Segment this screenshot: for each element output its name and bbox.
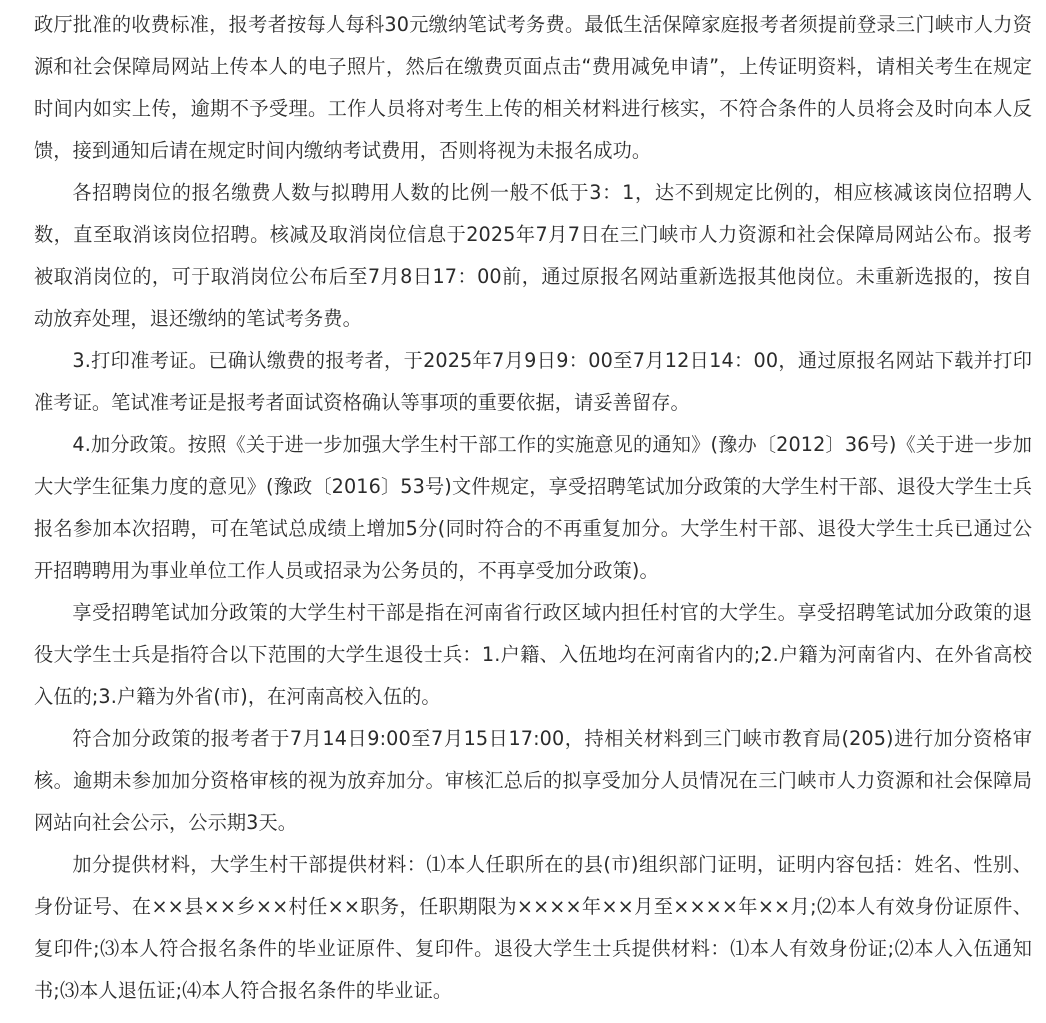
paragraph-bonus-materials: 加分提供材料，大学生村干部提供材料：⑴本人任职所在的县(市)组织部门证明，证明内容包括：姓名、性别、身份证号、在××县××乡××村任××职务，任职期限为××××年××月至××××年××月;⑵本人有效身份证原件、复印件;⑶本人符合报名条件的毕业证原件、复印件。退役大学生士兵提供材料：⑴本人有效身份证;⑵本人入伍通知书;⑶本人退伍证;⑷本人符合报名条件的毕业证。 bbox=[34, 853, 1032, 1002]
paragraph-bonus-review: 符合加分政策的报考者于7月14日9:00至7月15日17:00，持相关材料到三门峡市教育局(205)进行加分资格审核。逾期未参加加分资格审核的视为放弃加分。审核汇总后的拟享受加分人员情况在三门峡市人力资源和社会保障局网站向社会公示，公示期3天。 bbox=[34, 727, 1032, 834]
paragraph-bonus-policy: 4.加分政策。按照《关于进一步加强大学生村干部工作的实施意见的通知》(豫办〔2012〕36号)《关于进一步加大大学生征集力度的意见》(豫政〔2016〕53号)文件规定，享受招聘笔试加分政策的大学生村干部、退役大学生士兵报名参加本次招聘，可在笔试总成绩上增加5分(同时符合的不再重复加分。大学生村干部、退役大学生士兵已通过公开招聘聘用为事业单位工作人员或招录为公务员的，不再享受加分政策)。 bbox=[34, 433, 1032, 582]
paragraph-print-admission-ticket: 3.打印准考证。已确认缴费的报考者，于2025年7月9日9：00至7月12日14：00，通过原报名网站下载并打印准考证。笔试准考证是报考者面试资格确认等事项的重要依据，请妥善留存。 bbox=[34, 349, 1032, 414]
paragraph-ratio-rule: 各招聘岗位的报名缴费人数与拟聘用人数的比例一般不低于3：1，达不到规定比例的，相应核减该岗位招聘人数，直至取消该岗位招聘。核减及取消岗位信息于2025年7月7日在三门峡市人力资源和社会保障局网站公布。报考被取消岗位的，可于取消岗位公布后至7月8日17：00前，通过原报名网站重新选报其他岗位。未重新选报的，按自动放弃处理，退还缴纳的笔试考务费。 bbox=[34, 181, 1032, 330]
paragraph-fee-payment: 政厅批准的收费标准，报考者按每人每科30元缴纳笔试考务费。最低生活保障家庭报考者须提前登录三门峡市人力资源和社会保障局网站上传本人的电子照片，然后在缴费页面点击“费用减免申请”，上传证明资料，请相关考生在规定时间内如实上传，逾期不予受理。工作人员将对考生上传的相关材料进行核实，不符合条件的人员将会及时向本人反馈，接到通知后请在规定时间内缴纳考试费用，否则将视为未报名成功。 bbox=[34, 13, 1032, 162]
paragraph-bonus-eligibility: 享受招聘笔试加分政策的大学生村干部是指在河南省行政区域内担任村官的大学生。享受招聘笔试加分政策的退役大学生士兵是指符合以下范围的大学生退役士兵：1.户籍、入伍地均在河南省内的;2.户籍为河南省内、在外省高校入伍的;3.户籍为外省(市)，在河南高校入伍的。 bbox=[34, 601, 1032, 708]
